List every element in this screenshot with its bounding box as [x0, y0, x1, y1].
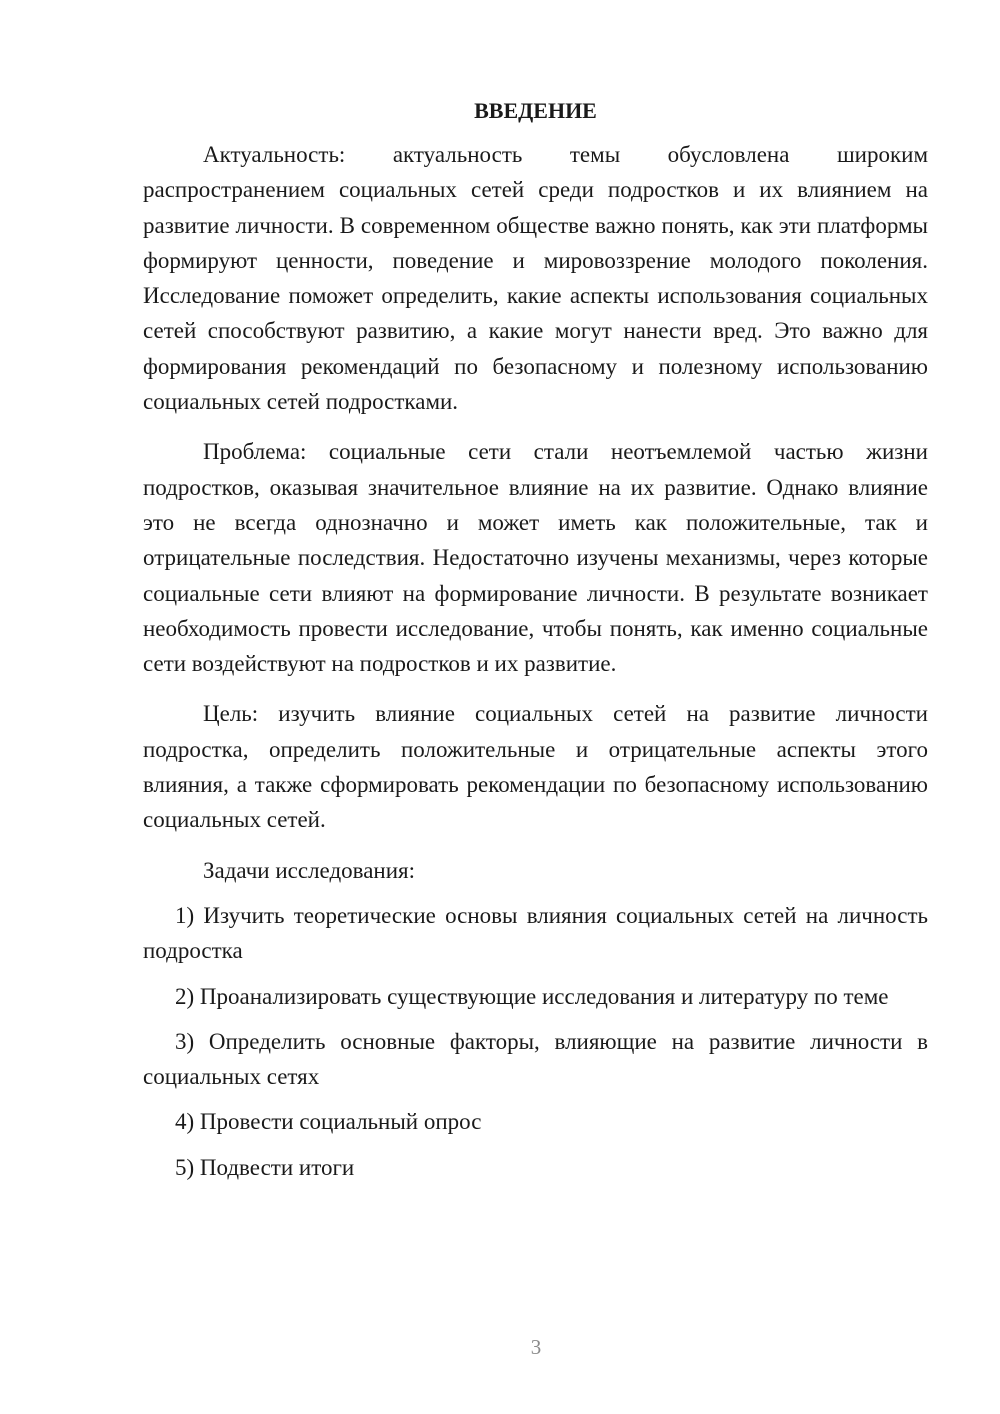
task-item-2: 2) Проанализировать существующие исследования и литературу по теме: [175, 983, 889, 1009]
section-title: ВВЕДЕНИЕ: [474, 98, 597, 123]
page-content: [143, 95, 928, 1195]
paragraph-goal: Цель: изучить влияние социальных сетей на развитие личности подростка, определить положительные и отрицательные аспекты этого влияния, а также сформировать рекомендации по безопасному использованию социальных сетей.: [143, 701, 928, 833]
paragraph-relevance: Актуальность: актуальность темы обусловлена широким распространением социальных сетей среди подростков и их влиянием на развитие личности. В современном обществе важно понять, как эти платформы формируют ценности, поведение и мировоззрение молодого поколения. Исследование поможет определить, какие аспекты использования социальных сетей способствуют развитию, а какие могут нанести вред. Это важно для формирования рекомендаций по безопасному и полезному использованию социальных сетей подростками.: [143, 142, 928, 415]
page-number: 3: [530, 1335, 542, 1359]
task-item-1: 1) Изучить теоретические основы влияния социальных сетей на личность подростка: [143, 902, 928, 964]
task-item-4: 4) Провести социальный опрос: [175, 1109, 482, 1135]
task-item-5: 5) Подвести итоги: [175, 1154, 355, 1180]
task-item-3: 3) Определить основные факторы, влияющие на развитие личности в социальных сетях: [143, 1028, 928, 1090]
tasks-heading: Задачи исследования:: [203, 857, 416, 883]
paragraph-problem: Проблема: социальные сети стали неотъемлемой частью жизни подростков, оказывая значительное влияние на их развитие. Однако влияние это не всегда однозначно и может иметь как положительные, так и отрицательные последствия. Недостаточно изучены механизмы, через которые социальные сети влияют на формирование личности. В результате возникает необходимость провести исследование, чтобы понять, как именно социальные сети воздействуют на подростков и их развитие.: [143, 439, 928, 677]
